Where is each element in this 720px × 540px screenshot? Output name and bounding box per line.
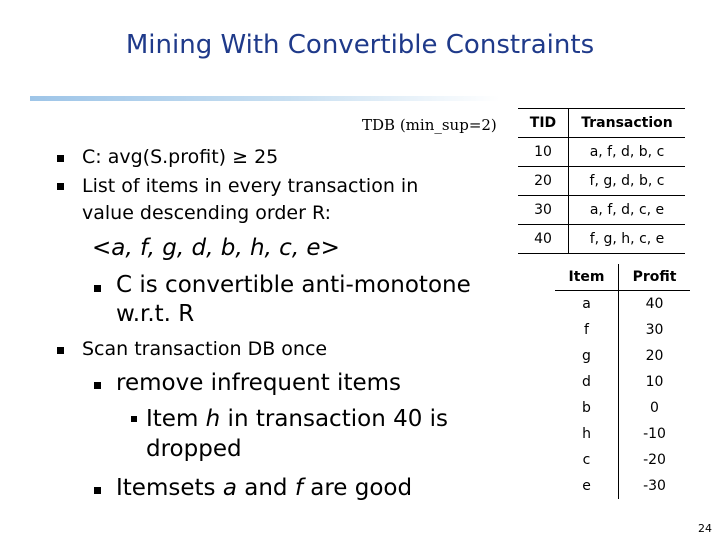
tid-cell: 30	[518, 196, 569, 225]
item-cell: a	[555, 291, 619, 318]
convertible-line2: w.r.t. R	[116, 301, 195, 327]
profit-cell: 20	[645, 348, 664, 364]
table-row	[518, 196, 685, 225]
item-cell: g	[555, 343, 619, 369]
table-row	[555, 291, 690, 318]
item-cell: d	[555, 369, 619, 395]
table-row	[555, 421, 690, 447]
table-row	[555, 343, 690, 369]
scan-text: Scan transaction DB once	[82, 338, 328, 360]
table-row	[518, 138, 685, 167]
profit-cell: 30	[645, 322, 664, 338]
title-underline	[30, 96, 500, 101]
profit-cell: 0	[650, 400, 659, 416]
profit-cell: 10	[645, 374, 664, 390]
transaction-cell: a, f, d, c, e	[569, 196, 686, 225]
bullet-marker	[57, 347, 64, 354]
table-row	[555, 395, 690, 421]
bullet-marker	[94, 487, 101, 494]
tid-cell: 40	[518, 225, 569, 254]
transaction-cell: f, g, h, c, e	[569, 225, 686, 254]
table-header-row	[518, 109, 685, 138]
tdb-table	[518, 108, 685, 254]
profit-table	[555, 264, 690, 499]
profit-cell: -20	[643, 452, 666, 468]
item-h-dropped-line2: dropped	[146, 436, 242, 462]
order-r: <a, f, g, d, b, h, c, e>	[92, 235, 340, 261]
column-header: Profit	[619, 264, 691, 291]
profit-cell: 40	[645, 296, 664, 312]
item-cell: f	[555, 317, 619, 343]
bullet-marker	[131, 416, 137, 422]
table-header-row	[555, 264, 690, 291]
column-header: Transaction	[569, 109, 686, 138]
tid-cell: 10	[518, 138, 569, 167]
bullet-marker	[94, 285, 101, 292]
transaction-cell: a, f, d, b, c	[569, 138, 686, 167]
table-row	[555, 473, 690, 499]
table-row	[555, 317, 690, 343]
order-desc-line2: value descending order R:	[82, 202, 331, 224]
bullet-marker	[57, 155, 64, 162]
table-row	[555, 447, 690, 473]
table-row	[518, 167, 685, 196]
item-cell: h	[555, 421, 619, 447]
item-cell: e	[555, 473, 619, 499]
tdb-caption: TDB (min_sup=2)	[362, 116, 497, 134]
bullet-marker	[94, 382, 101, 389]
bullet-marker	[57, 183, 64, 190]
table-row	[518, 225, 685, 254]
constraint-text: C: avg(S.profit) ≥ 25	[82, 146, 279, 168]
item-h-dropped-line1: Item h in transaction 40 is	[146, 406, 449, 432]
column-header: Item	[555, 264, 619, 291]
order-desc-line1: List of items in every transaction in	[82, 175, 419, 197]
item-cell: c	[555, 447, 619, 473]
item-cell: b	[555, 395, 619, 421]
profit-cell: -30	[643, 478, 666, 494]
slide-title: Mining With Convertible Constraints	[125, 30, 595, 60]
remove-infrequent-text: remove infrequent items	[116, 370, 401, 396]
profit-cell: -10	[643, 426, 666, 442]
itemsets-good-text: Itemsets a and f are good	[116, 475, 413, 501]
tid-cell: 20	[518, 167, 569, 196]
column-header: TID	[518, 109, 569, 138]
page-number: 24	[698, 522, 712, 535]
transaction-cell: f, g, d, b, c	[569, 167, 686, 196]
convertible-line1: C is convertible anti-monotone	[116, 272, 471, 298]
table-row	[555, 369, 690, 395]
